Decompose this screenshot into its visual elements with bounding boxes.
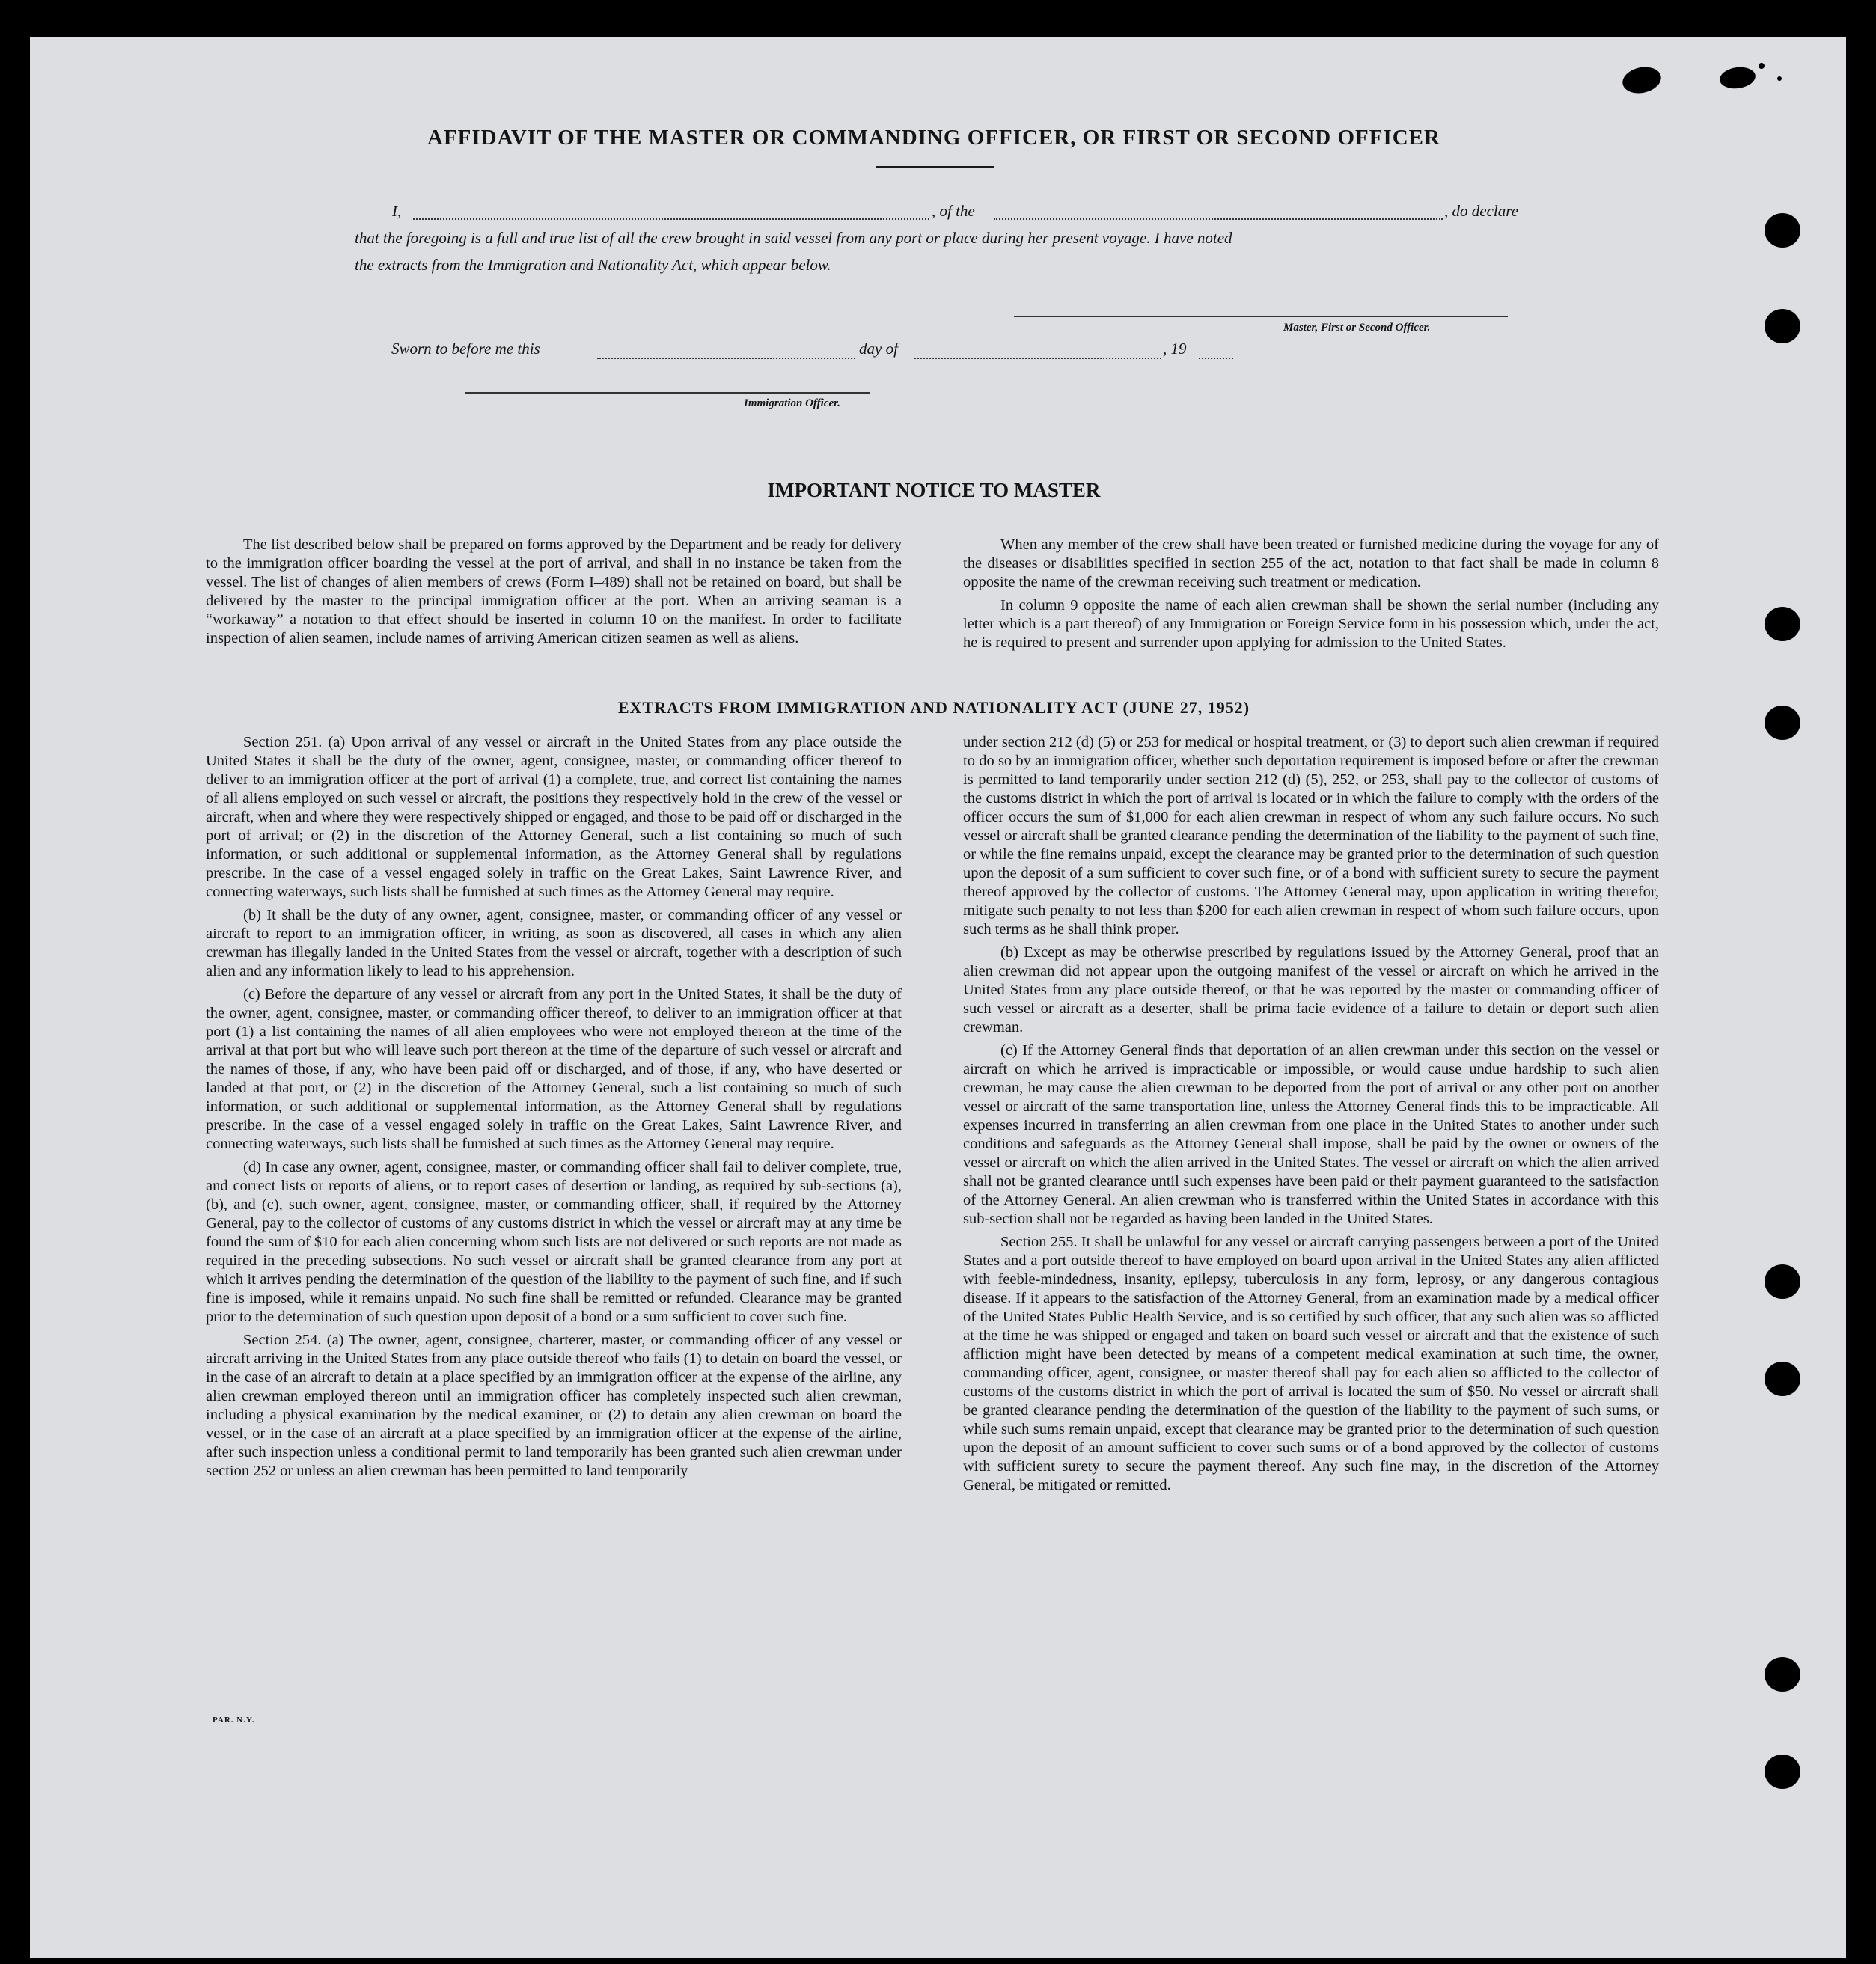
punch-hole [1765, 213, 1800, 248]
section-254-b: (b) Except as may be otherwise prescribed by regulations issued by the Attorney General, proof that an alien crewman did not appear upon the outgoing manifest of the vessel or aircraft on which he arrived in the United States from any place outside thereof, or that he was reported by the master or commanding officer of such vessel or aircraft as a deserter, shall be prima facie evidence of a failure to detain or deport such alien crewman. [963, 944, 1659, 1035]
section-255: Section 255. It shall be unlawful for any vessel or aircraft carrying passengers between a port of the United States and a port outside thereof to have employed on board upon arrival in the United States any alien afflicted with feeble-mindedness, insanity, epilepsy, tuberculosis in any form, leprosy, or any dangerous contagious disease. If it appears to the satisfaction of the Attorney General, from an examination made by a medical officer of the United States Public Health Service, and is so certified by such officer, that any such alien was so afflicted at the time he was shipped or engaged and taken on board such vessel or aircraft and that the existence of such affliction might have been detected by means of a competent medical examination at such time, the owner, commanding officer, agent, consignee, or master thereof shall pay for each alien so afflicted to the collector of customs of the customs district in which the port of arrival is located the sum of $50. No vessel or aircraft shall be granted clearance pending the determination of the question of the liability to the payment of such sums, or while such sums remain unpaid, except that clearance may be granted prior to the determination of such question upon the deposit of an amount sufficient to cover such sums or of a bond approved by the collector of customs with sufficient surety to secure the payment thereof. Any such fine may, in the discretion of the Attorney General, be mitigated or remitted. [963, 1234, 1659, 1493]
master-signature-line[interactable] [1014, 316, 1508, 317]
section-251-d: (d) In case any owner, agent, consignee, master, or commanding officer shall fail to deliver complete, true, and correct lists or reports of aliens, or to report cases of desertion or landing, as required by sub-sections (a), (b), and (c), such owner, agent, consignee, master, or commanding officer, shall, if required by the Attorney General, pay to the collector of customs of any customs district in which the vessel or aircraft may at any time be found the sum of $10 for each alien concerning whom such lists are not delivered or such reports are not made as required in the preceding subsections. No such vessel or aircraft shall be granted clearance from any port at which it arrives pending the determination of the question of the liability to the payment of such fine, and if such fine is imposed, while it remains unpaid. No such fine shall be remitted or refunded. Clearance may be granted prior to the determination of such question upon deposit of a bond or a sum sufficient to cover such fine. [206, 1159, 902, 1325]
notice-title: IMPORTANT NOTICE TO MASTER [767, 479, 1101, 501]
section-251-a: Section 251. (a) Upon arrival of any vessel or aircraft in the United States from any place outside the United States it shall be the duty of the owner, agent, consignee, master, or commanding officer thereof to deliver to an immigration officer at the port of arrival (1) a complete, true, and correct list containing the names of all aliens employed on such vessel or aircraft, the positions they respectively hold in the crew of the vessel or aircraft, when and where they were respectively shipped or engaged, and those to be paid off or discharged in the port of arrival; or (2) in the discretion of the Attorney General, such a list containing so much of such information, or such additional or supplemental information, as the Attorney General shall by regulations prescribe. In the case of a vessel engaged solely in traffic on the Great Lakes, Saint Lawrence River, and connecting waterways, such lists shall be furnished at such times as the Attorney General may require. [206, 734, 902, 900]
vessel-name-field[interactable] [994, 218, 1443, 220]
ink-blot [1620, 64, 1663, 97]
title-underline [876, 166, 994, 168]
declaration-line-3: the extracts from the Immigration and Nationality Act, which appear below. [355, 256, 831, 274]
sworn-label: Sworn to before me this [391, 340, 540, 358]
section-251-b: (b) It shall be the duty of any owner, agent, consignee, master, or commanding officer of any vessel or aircraft to report to an immigration officer, in writing, as soon as discovered, all cases in which any alien crewman has illegally landed in the United States from the vessel or aircraft, together with a description of such alien and any information likely to lead to his apprehension. [206, 907, 902, 979]
punch-hole [1765, 1755, 1800, 1789]
ink-speck [1777, 76, 1782, 81]
sworn-day-field[interactable] [597, 358, 855, 359]
year-label: , 19 [1163, 340, 1187, 358]
notice-right-column [963, 536, 1659, 652]
day-of-label: day of [859, 340, 898, 358]
affidavit-title: AFFIDAVIT OF THE MASTER OR COMMANDING OFFICER, OR FIRST OR SECOND OFFICER [427, 126, 1440, 150]
ink-speck [1759, 63, 1765, 69]
section-254-c: (c) If the Attorney General finds that deportation of an alien crewman under this section on the vessel or aircraft on which he arrived is impracticable or impossible, or would cause undue hardship to such alien crewman, he may cause the alien crewman to be deported from the port of arrival or any other port on another vessel or aircraft of the same transportation line, unless the Attorney General finds this to be impracticable. All expenses incurred in transferring an alien crewman from one place in the United States to another under such conditions and safeguards as the Attorney General shall impose, shall be paid by the owner or owners of the vessel or aircraft on which the alien arrived in the United States. The vessel or aircraft on which the alien arrived shall not be granted clearance until such expenses have been paid or their payment guaranteed to the satisfaction of the Attorney General. An alien crewman who is transferred within the United States in accordance with this sub-section shall not be regarded as having been landed in the United States. [963, 1042, 1659, 1227]
section-254-a: Section 254. (a) The owner, agent, consignee, charterer, master, or commanding officer of any vessel or aircraft arriving in the United States from any place outside thereof who fails (1) to detain on board the vessel, or in the case of an aircraft to detain at a place specified by an immigration officer at the expense of the airline, any alien crewman employed thereon until an immigration officer has completely inspected such alien crewman, including a physical examination by the medical examiner, or (2) to detain any alien crewman on board the vessel, or in the case of an aircraft at a place specified by an immigration officer at the expense of the airline, after such inspection unless a conditional permit to land temporarily has been granted such alien crewman under section 252 or unless an alien crewman has been permitted to land temporarily [206, 1332, 902, 1479]
notice-left-paragraph: The list described below shall be prepared on forms approved by the Department and be ready for delivery to the immigration officer boarding the vessel at the port of arrival, and shall in no instance be taken from the vessel. The list of changes of alien members of crews (Form I–489) shall not be retained on board, but shall be delivered by the master to the principal immigration officer at the port. When an arriving seaman is a “workaway” a notation to that effect should be inserted in column 10 on the manifest. In order to facilitate inspection of alien seamen, include names of arriving American citizen seamen as well as aliens. [206, 536, 902, 646]
punch-hole [1765, 607, 1800, 641]
printer-mark: PAR. N.Y. [213, 1716, 255, 1725]
sworn-month-field[interactable] [914, 358, 1161, 359]
punch-hole [1765, 309, 1800, 343]
notice-right-paragraph-2: In column 9 opposite the name of each alien crewman shall be shown the serial number (including any letter which is a part thereof) of any Immigration or Foreign Service form in his possession which, under the act, he is required to present and surrender upon applying for admission to the United States. [963, 597, 1659, 651]
notice-left-column [206, 536, 902, 648]
ink-blot [1718, 65, 1756, 91]
declaration-of-the: , of the [932, 202, 975, 220]
officer-signature-caption: Immigration Officer. [744, 397, 840, 409]
punch-hole [1765, 706, 1800, 740]
sworn-year-field[interactable] [1199, 358, 1233, 359]
extracts-title: EXTRACTS FROM IMMIGRATION AND NATIONALITY ACT (JUNE 27, 1952) [617, 698, 1250, 717]
officer-signature-line[interactable] [465, 392, 870, 394]
declaration-do-declare: , do declare [1444, 202, 1518, 220]
declaration-line-2: that the foregoing is a full and true list of all the crew brought in said vessel from any port or place during her present voyage. I have noted [355, 229, 1232, 247]
document-page [30, 37, 1846, 1958]
section-251-c: (c) Before the departure of any vessel or aircraft from any port in the United States, it shall be the duty of the owner, agent, consignee, master, or commanding officer thereof, to deliver to an immigration officer at that port (1) a list containing the names of all alien employees who were not employed thereon at the time of the arrival at that port but who will leave such port thereon at the time of the departure of such vessel or aircraft and the names of those, if any, who have been paid off or discharged, and of those, if any, who have deserted or landed at that port, or (2) in the discretion of the Attorney General, such a list containing so much of such information, or such additional or supplemental information, as the Attorney General shall by regulations prescribe. In the case of a vessel engaged solely in traffic on the Great Lakes, Saint Lawrence River, and connecting waterways, such lists shall be furnished at such times as the Attorney General may require. [206, 986, 902, 1152]
punch-hole [1765, 1657, 1800, 1692]
punch-hole [1765, 1264, 1800, 1299]
notice-right-paragraph-1: When any member of the crew shall have been treated or furnished medicine during the voyage for any of the diseases or disabilities specified in section 255 of the act, notation to that fact shall be made in column 8 opposite the name of the crewman receiving such treatment or medication. [963, 536, 1659, 590]
section-254-a-continued: under section 212 (d) (5) or 253 for medical or hospital treatment, or (3) to deport such alien crewman if required to do so by an immigration officer, whether such deportation requirement is imposed before or after the crewman is permitted to land temporarily under section 212 (d) (5), 252, or 253, shall pay to the collector of customs of the customs district in which the port of arrival is located or in which the failure to comply with the orders of the officer occurs the sum of $1,000 for each alien crewman in respect of whom any such failure occurs. No such vessel or aircraft shall be granted clearance pending the determination of the liability to the payment of such fine, or while the fine remains unpaid, except the clearance may be granted prior to the determination of such question upon the deposit of a sum sufficient to cover such fine, or of a bond with sufficient surety to secure the payment thereof approved by the collector of customs. The Attorney General may, upon application in writing therefor, mitigate such penalty to not less than $200 for each alien crewman in respect of whom such failure occurs, upon such terms as he shall think proper. [963, 734, 1659, 937]
extracts-right-column [963, 733, 1659, 1495]
master-signature-caption: Master, First or Second Officer. [1283, 322, 1431, 334]
declaration-i-label: I, [392, 202, 402, 220]
extracts-left-column [206, 733, 902, 1481]
declarant-name-field[interactable] [413, 218, 929, 220]
punch-hole [1765, 1362, 1800, 1396]
